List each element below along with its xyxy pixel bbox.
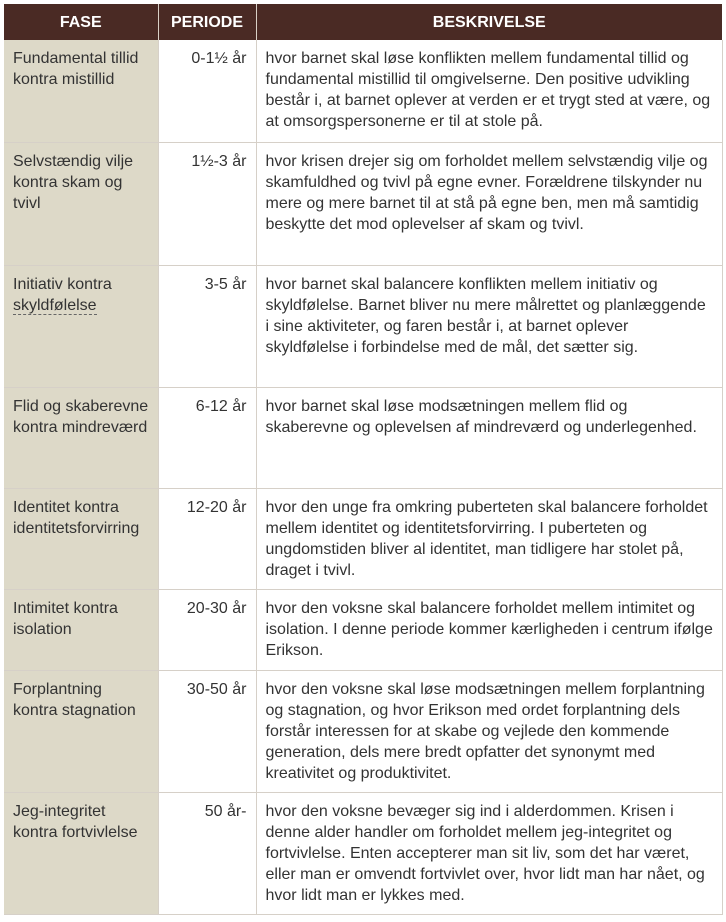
beskrivelse-cell: hvor krisen drejer sig om forholdet mellem selvstændig vilje og skamfuldhed og tvivl på egne evner. Forældrene tilskynder nu mere og mere barnet til at stå på egne ben, men må samtidig beskytte det mod oplevelser af skam og tvivl. — [256, 142, 722, 265]
beskrivelse-cell: hvor den voksne bevæger sig ind i alderdommen. Krisen i denne alder handler om forholdet mellem jeg-integritet og fortvivlelse. Enten accepterer man sit liv, som det har været, eller man er omvendt fortvivlet over, hvor lidt man har nået, og hvor lidt man er lykkes med. — [256, 792, 722, 914]
table-row — [4, 387, 722, 488]
table-row — [4, 40, 722, 142]
fase-text: Initiativ kontra — [13, 275, 112, 293]
table-row — [4, 670, 722, 792]
fase-cell: Fundamental tillid kontra mistillid — [4, 40, 158, 142]
periode-cell: 6-12 år — [158, 387, 256, 488]
periode-cell: 30-50 år — [158, 670, 256, 792]
periode-cell: 1½-3 år — [158, 142, 256, 265]
beskrivelse-cell: hvor den unge fra omkring puberteten skal balancere forholdet mellem identitet og identitetsforvirring. I puberteten og ungdomstiden bliver al identitet, man tidligere har stolet på, draget i tvivl. — [256, 488, 722, 589]
periode-cell: 20-30 år — [158, 589, 256, 670]
fase-cell: Forplantning kontra stagnation — [4, 670, 158, 792]
header-row — [4, 4, 722, 40]
header-periode: PERIODE — [158, 4, 256, 40]
table-row — [4, 792, 722, 914]
periode-cell: 3-5 år — [158, 265, 256, 387]
header-beskrivelse: BESKRIVELSE — [256, 4, 722, 40]
periode-cell: 50 år- — [158, 792, 256, 914]
fase-cell: Jeg-integritet kontra fortvivlelse — [4, 792, 158, 914]
beskrivelse-cell: hvor barnet skal løse konflikten mellem fundamental tillid og fundamental mistillid til omgivelserne. Den positive udvikling består i, at barnet oplever at verden er et trygt sted at være, og at omsorgspersonerne er til at stole på. — [256, 40, 722, 142]
periode-cell: 0-1½ år — [158, 40, 256, 142]
beskrivelse-cell: hvor barnet skal løse modsætningen mellem flid og skaberevne og oplevelsen af mindreværd og underlegenhed. — [256, 387, 722, 488]
fase-cell: Flid og skaberevne kontra mindreværd — [4, 387, 158, 488]
fase-cell: Intimitet kontra isolation — [4, 589, 158, 670]
periode-cell: 12-20 år — [158, 488, 256, 589]
beskrivelse-cell: hvor barnet skal balancere konflikten mellem initiativ og skyldfølelse. Barnet bliver nu mere målrettet og planlæggende i sine aktiviteter, og faren består i, at barnet oplever skyldfølelse i forbindelse med de mål, det sætter sig. — [256, 265, 722, 387]
fase-cell: Selvstændig vilje kontra skam og tvivl — [4, 142, 158, 265]
fase-cell — [4, 265, 158, 387]
table-row — [4, 142, 722, 265]
skyldfoelelse-link[interactable]: skyldfølelse — [13, 296, 97, 314]
erikson-phases-table — [4, 4, 723, 915]
header-fase: FASE — [4, 4, 158, 40]
beskrivelse-cell: hvor den voksne skal balancere forholdet mellem intimitet og isolation. I denne periode kommer kærligheden i centrum ifølge Erikson. — [256, 589, 722, 670]
table-row — [4, 589, 722, 670]
table-row — [4, 488, 722, 589]
table-row — [4, 265, 722, 387]
beskrivelse-cell: hvor den voksne skal løse modsætningen mellem forplantning og stagnation, og hvor Erikson med ordet forplantning dels forstår interessen for at skabe og vejlede den kommende generation, dels mere bredt opfatter det synonymt med kreativitet og produktivitet. — [256, 670, 722, 792]
fase-cell: Identitet kontra identitetsforvirring — [4, 488, 158, 589]
